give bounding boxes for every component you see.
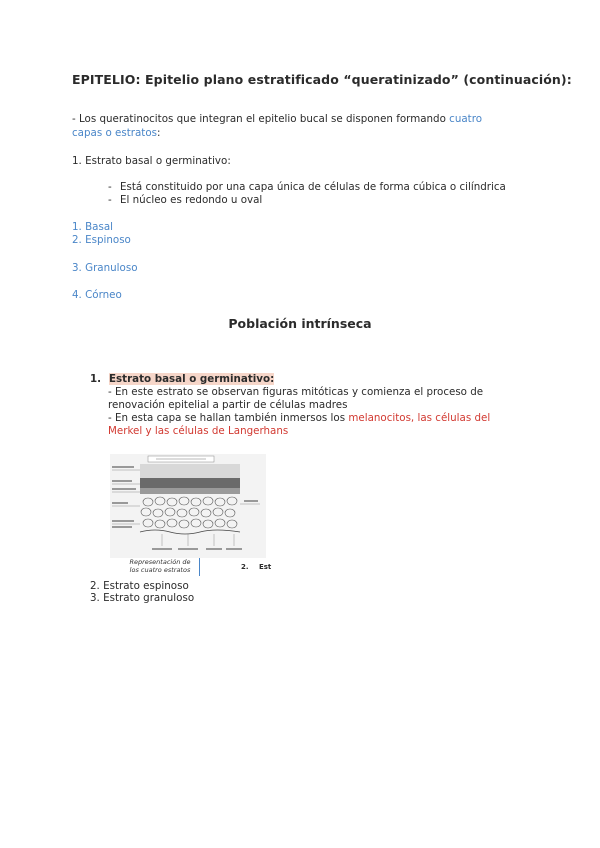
section1-bullet [108,181,506,194]
bullet-text: Está constituido por una capa única de células de forma cúbica o cilíndrica [120,181,506,193]
poblacion-bullet-2b: Merkel y las células de Langerhans [108,425,289,437]
bullet-text: - En esta capa se hallan también inmersos los [108,412,349,424]
item-number: 1. [90,373,102,385]
figure-caption [122,558,198,574]
epithelium-diagram [110,454,266,558]
poblacion-item-1 [90,373,274,386]
poblacion-bullet-2a [108,412,490,425]
bullet-red-text: melanocitos, las células del [348,412,491,424]
intro-link-capas[interactable]: capas o estratos [72,127,158,139]
layer-link-corneo[interactable]: 4. Córneo [72,289,122,301]
section-heading-poblacion: Población intrínseca [228,316,372,331]
dash: - [108,181,112,193]
layer-link-granuloso[interactable]: 3. Granuloso [72,262,138,274]
intro-paragraph-line2 [72,127,161,140]
section1-bullet [108,194,262,207]
side-text: Est [258,563,272,571]
intro-colon: : [157,127,161,139]
layer-link-basal[interactable]: 1. Basal [72,221,114,233]
page-title: EPITELIO: Epitelio plano estratificado “queratinizado” (continuación): [72,72,572,87]
side-number: 2. [241,563,249,571]
epithelium-figure [110,454,266,558]
intro-text: - Los queratinocitos que integran el epitelio bucal se disponen formando [72,113,450,125]
section1-heading: 1. Estrato basal o germinativo: [72,155,231,167]
poblacion-item-2: 2. Estrato espinoso [90,580,189,592]
bullet-text: El núcleo es redondo u oval [120,194,263,206]
poblacion-item-3: 3. Estrato granuloso [90,592,195,604]
layer-link-espinoso[interactable]: 2. Espinoso [72,234,131,246]
caption-line: Representación de [129,558,191,566]
dash: - [108,194,112,206]
poblacion-bullet-1b: renovación epitelial a partir de células madres [108,399,348,411]
item-label-highlighted: Estrato basal o germinativo: [109,373,275,385]
figure-divider [199,558,200,576]
intro-link-cuatro[interactable]: cuatro [449,113,483,125]
poblacion-bullet-1a: - En este estrato se observan figuras mitóticas y comienza el proceso de [108,386,484,398]
figure-side-label [241,563,271,571]
caption-line: los cuatro estratos [129,566,191,574]
intro-paragraph [72,113,482,126]
